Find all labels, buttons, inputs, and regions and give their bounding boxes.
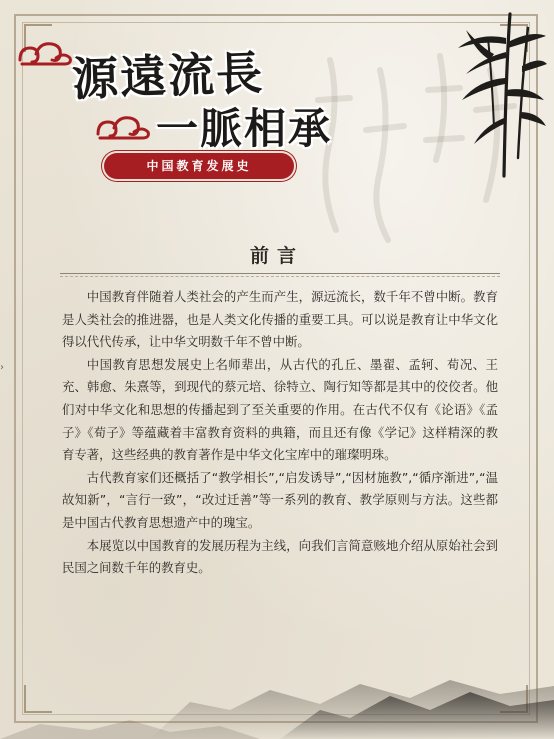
subtitle-banner: 中国教育发展史 — [104, 153, 294, 179]
preface-heading: 前言 — [249, 245, 304, 267]
preface-paragraph: 中国教育思想发展史上名师辈出，从古代的孔丘、墨翟、孟轲、荀况、王充、韩愈、朱熹等，到现代的蔡元培、徐特立、陶行知等都是其中的佼佼者。他们对中华文化和思想的传播起到了至关重要的作用。在古代不仅有《论语》《孟子》《荀子》等蕴藏着丰富教育资料的典籍，而且还有像《学记》这样精深的教育专著，这些经典的教育著作是中华文化宝库中的璀璨明珠。 — [62, 356, 498, 463]
bamboo-icon — [448, 8, 548, 178]
main-title-line-1: 源遠流長 — [71, 45, 265, 107]
auspicious-cloud-icon — [94, 112, 152, 142]
preface-body — [62, 286, 498, 580]
heading-divider-dashed — [60, 276, 500, 277]
preface-paragraph: 本展览以中国教育的发展历程为主线，向我们言简意赅地介绍从原始社会到民国之间数千年的教育史。 — [62, 537, 498, 576]
main-title-line-2: 一脈相承 — [156, 104, 333, 153]
heading-divider — [60, 273, 500, 274]
edge-arrow-icon: › — [0, 362, 4, 373]
mountain-landscape-icon — [0, 640, 554, 739]
auspicious-cloud-icon — [16, 38, 74, 68]
preface-paragraph: 古代教育家们还概括了“教学相长”,“启发诱导”,“因材施教”,“循序渐进”,“温故知新”，“言行一致”，“改过迁善”等一系列的教育、教学原则与方法。这些都是中国古代教育思想遗产中的瑰宝。 — [62, 469, 498, 530]
preface-paragraph: 中国教育伴随着人类社会的产生而产生，源远流长，数千年不曾中断。教育是人类社会的推进器，也是人类文化传播的重要工具。可以说是教育让中华文化得以代代传承，让中华文明数千年不曾中断。 — [62, 289, 498, 350]
